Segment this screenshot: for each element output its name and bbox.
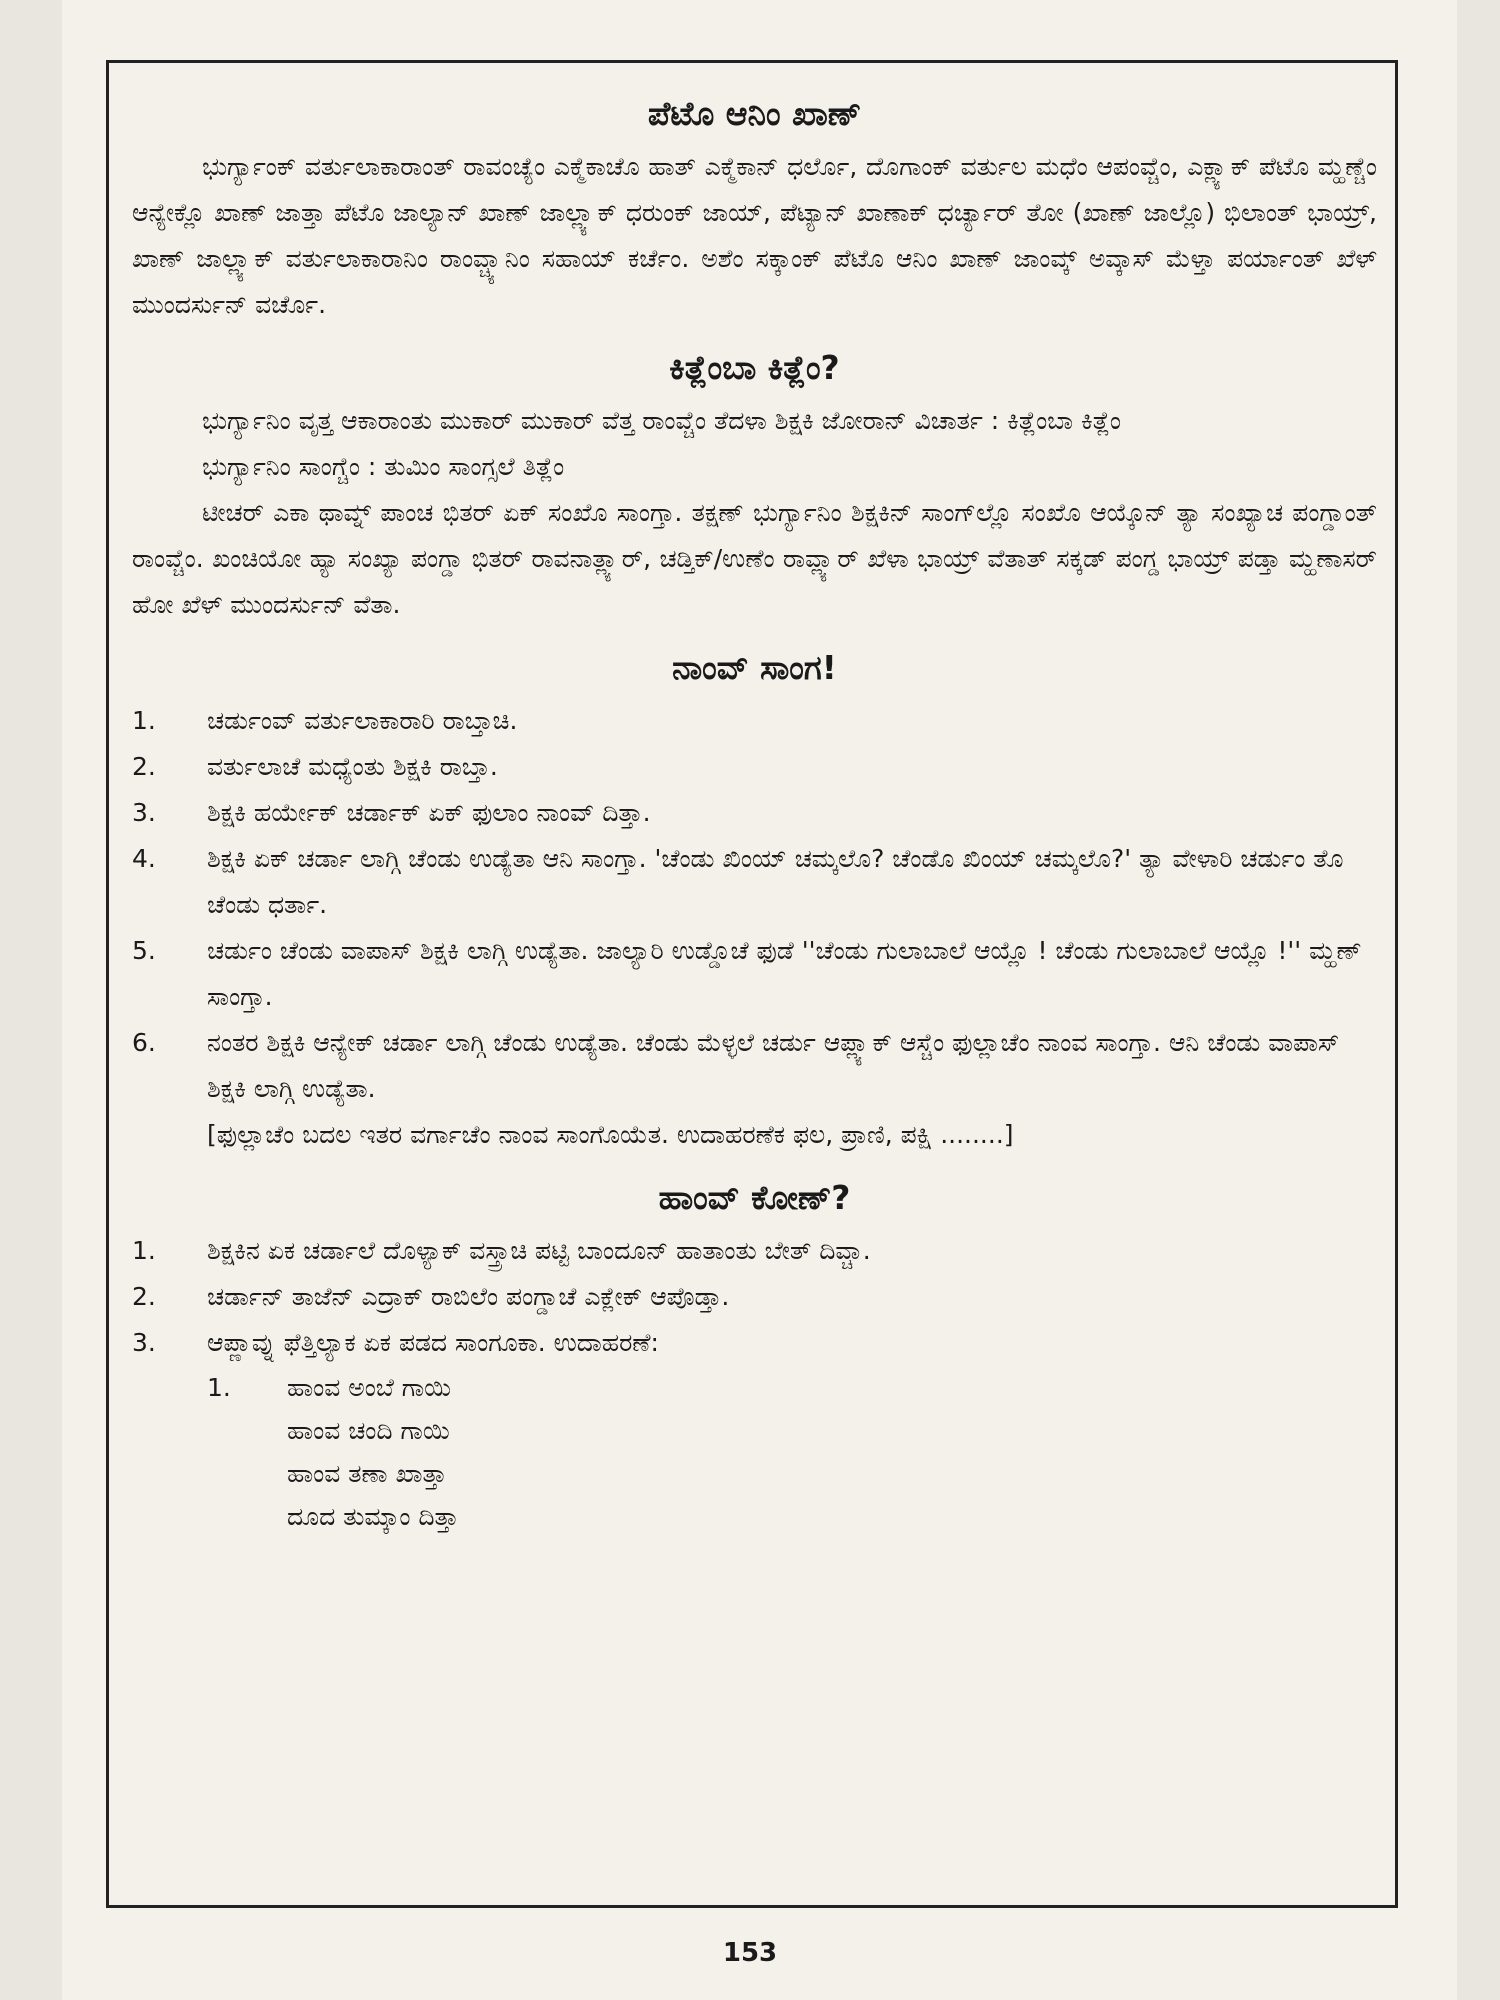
section-heading-peto-khan: ಪೆಟೊ ಆನಿಂ ಖಾಣ್: [647, 94, 862, 133]
verse-line: ಹಾಂವ ಚಂದಿ ಗಾಯಿ: [287, 1416, 450, 1445]
numbered-list: [132, 698, 1377, 1112]
verse-line: ಹಾಂವ ತಣಾ ಖಾತ್ತಾ: [287, 1459, 447, 1488]
list-item: 4. ಶಿಕ್ಷಕಿ ಏಕ್ ಚರ್ಡಾ ಲಾಗ್ಗಿ ಚೆಂಡು ಉಡ್ಯೆತಾ ಆನಿ ಸಾಂಗ್ತಾ. 'ಚೆಂಡು ಖಿಂಯ್ ಚಮ್ಕಲೊ? ಚೆಂಡೊ ಖಿಂಯ್ ಚಮ್ಕಲೊ?' ತ್ಯಾ ವೇಳಾರಿ ಚರ್ಡುಂ ತೊ ಚೆಂಡು ಧರ್ತಾ.: [132, 844, 1344, 919]
page-number: 153: [722, 1938, 778, 1968]
verse-line: 1. ಹಾಂವ ಅಂಬೆ ಗಾಯಿ: [207, 1373, 451, 1402]
example-verse: [132, 1366, 1377, 1538]
section-line: ಭುರ್ಗ್ಯಾನಿಂ ಸಾಂಗ್ಚೆಂ : ತುಮಿಂ ಸಾಂಗ್ಸಲೆ ತಿತ್ಲೆಂ: [202, 452, 565, 481]
section-paragraph: ಟೀಚರ್ ಎಕಾ ಥಾವ್ನ್ ಪಾಂಚ ಭಿತರ್ ಏಕ್ ಸಂಖೊ ಸಾಂಗ್ತಾ. ತಕ್ಷಣ್ ಭುರ್ಗ್ಯಾನಿಂ ಶಿಕ್ಷಕಿನ್ ಸಾಂಗ್‌ಲ್ಲೊ ಸಂಖೊ ಆಯ್ಕೊನ್ ತ್ಯಾ ಸಂಖ್ಯಾಚ ಪಂಗ್ಡಾಂತ್ ರಾಂವ್ಚೆಂ. ಖಂಚಿಯೋ ಹ್ಯಾ ಸಂಖ್ಯಾ ಪಂಗ್ಡಾ ಭಿತರ್ ರಾವನಾತ್ಲ್ಯಾರ್, ಚಡ್ತಿಕ್/ಉಣೆಂ ರಾವ್ಲ್ಯಾರ್ ಖೆಳಾ ಭಾಯ್ರ್ ವೆತಾತ್ ಸಕ್ಕಡ್ ಪಂಗ್ಡ ಭಾಯ್ರ್ ಪಡ್ತಾ ಮ್ಹಣಾಸರ್ ಹೋ ಖೆಳ್ ಮುಂದರ್ಸುನ್ ವೆತಾ.: [132, 498, 1377, 619]
section-heading-haanv-kon: ಹಾಂವ್ ಕೋಣ್?: [658, 1178, 851, 1217]
section-heading-kitlemba: ಕಿತ್ಲೆಂಬಾ ಕಿತ್ಲೆಂ?: [669, 348, 840, 387]
list-item: 6. ನಂತರ ಶಿಕ್ಷಕಿ ಆನ್ಯೇಕ್ ಚರ್ಡಾ ಲಾಗ್ಗಿ ಚೆಂಡು ಉಡ್ಯೆತಾ. ಚೆಂಡು ಮೆಳ್ಳಲೆ ಚರ್ಡು ಆಪ್ಲ್ಯಾಕ್ ಆಸ್ಚೆಂ ಫುಲ್ಲಾಚೆಂ ನಾಂವ ಸಾಂಗ್ತಾ. ಆನಿ ಚೆಂಡು ವಾಪಾಸ್ ಶಿಕ್ಷಕಿ ಲಾಗ್ಗಿ ಉಡ್ಯೆತಾ.: [132, 1028, 1340, 1103]
section-heading-naanv-saang: ನಾಂವ್ ಸಾಂಗ!: [672, 648, 837, 687]
numbered-list: [132, 1228, 1377, 1366]
section-paragraph: ಭುರ್ಗ್ಯಾಂಕ್ ವರ್ತುಲಾಕಾರಾಂತ್ ರಾವಂಚ್ಯೆಂ ಎಕ್ಮೆಕಾಚೊ ಹಾತ್ ಎಕ್ಮೆಕಾನ್ ಧರ್ಲೊ, ದೊಗಾಂಕ್ ವರ್ತುಲ ಮಧೆಂ ಆಪಂವ್ಚೆಂ, ಎಕ್ಲ್ಯಾಕ್ ಪೆಟೊ ಮ್ಹಣ್ಚೆಂ ಆನ್ಯೇಕ್ಲೊ ಖಾಣ್ ಜಾತ್ತಾ ಪೆಟೊ ಜಾಲ್ಯಾನ್ ಖಾಣ್ ಜಾಲ್ಲ್ಯಾಕ್ ಧರುಂಕ್ ಜಾಯ್, ಪೆಟ್ಯಾನ್ ಖಾಣಾಕ್ ಧರ್ಚ್ಯಾರ್ ತೋ (ಖಾಣ್ ಜಾಲ್ಲೊ) ಭಿಲಾಂತ್ ಭಾಯ್ರ್, ಖಾಣ್ ಜಾಲ್ಲ್ಯಾಕ್ ವರ್ತುಲಾಕಾರಾನಿಂ ರಾಂವ್ಚ್ಯಾನಿಂ ಸಹಾಯ್ ಕರ್ಚೆಂ. ಅಶೆಂ ಸಕ್ಕಾಂಕ್ ಪೆಟೊ ಆನಿಂ ಖಾಣ್ ಜಾಂವ್ಕ್ ಅವ್ಕಾಸ್ ಮೆಳ್ತಾ ಪರ್ಯಾಂತ್ ಖೆಳ್ ಮುಂದರ್ಸುನ್ ವರ್ಚೊ.: [132, 152, 1377, 319]
page-content: [132, 84, 1377, 1538]
section-paragraph: ಭುರ್ಗ್ಯಾನಿಂ ವೃತ್ತ ಆಕಾರಾಂತು ಮುಕಾರ್ ಮುಕಾರ್ ವೆತ್ತ ರಾಂವ್ಚೆಂ ತೆದಳಾ ಶಿಕ್ಷಕಿ ಜೋರಾನ್ ವಿಚಾರ್ತ : ಕಿತ್ಲೆಂಬಾ ಕಿತ್ಲೆಂ: [202, 406, 1122, 435]
list-item: 5. ಚರ್ಡುಂ ಚೆಂಡು ವಾಪಾಸ್ ಶಿಕ್ಷಕಿ ಲಾಗ್ಗಿ ಉಡ್ಯೆತಾ. ಜಾಲ್ಯಾರಿ ಉಡ್ಡೊಚೆ ಫುಡೆ ''ಚೆಂಡು ಗುಲಾಬಾಲೆ ಆಯ್ಲೊ ! ಚೆಂಡು ಗುಲಾಬಾಲೆ ಆಯ್ಲೊ !'' ಮ್ಹಣ್ ಸಾಂಗ್ತಾ.: [132, 936, 1362, 1011]
list-item: 3. ಶಿಕ್ಷಕಿ ಹರ್ಯೇಕ್ ಚರ್ಡಾಕ್ ಏಕ್ ಫುಲಾಂ ನಾಂವ್ ದಿತ್ತಾ.: [132, 798, 651, 827]
list-item: 1. ಚರ್ಡುಂವ್ ವರ್ತುಲಾಕಾರಾರಿ ರಾಬ್ತಾಚಿ.: [132, 706, 518, 735]
list-item: 2. ವರ್ತುಲಾಚೆ ಮಧ್ಯೆಂತು ಶಿಕ್ಷಕಿ ರಾಬ್ತಾ.: [132, 752, 498, 781]
list-item: 2. ಚರ್ಡಾನ್ ತಾಜೆನ್ ಎದ್ರಾಕ್ ರಾಬಿಲೆಂ ಪಂಗ್ಡಾಚೆ ಎಕ್ಲೇಕ್ ಆಪೊಡ್ತಾ.: [132, 1282, 730, 1311]
bracket-note: [ಫುಲ್ಲಾಚೆಂ ಬದಲ ಇತರ ವರ್ಗಾಚೆಂ ನಾಂವ ಸಾಂಗೊಯೆತ. ಉದಾಹರಣೆಕ ಫಲ, ಪ್ರಾಣಿ, ಪಕ್ಷಿ ........]: [207, 1120, 1014, 1149]
list-item: 3. ಆಪ್ಣಾವ್ನು ಫೆತ್ತಿಲ್ಯಾಕ ಏಕ ಪಡದ ಸಾಂಗೂಕಾ. ಉದಾಹರಣೆ:: [132, 1328, 659, 1357]
verse-line: ದೂದ ತುಮ್ಕಾಂ ದಿತ್ತಾ: [287, 1502, 459, 1531]
list-item: 1. ಶಿಕ್ಷಕಿನ ಏಕ ಚರ್ಡಾಲೆ ದೊಳ್ಯಾಕ್ ವಸ್ತ್ರಾಚಿ ಪಟ್ಟಿ ಬಾಂದೂನ್ ಹಾತಾಂತು ಬೇತ್ ದಿವ್ಚಾ.: [132, 1236, 871, 1265]
